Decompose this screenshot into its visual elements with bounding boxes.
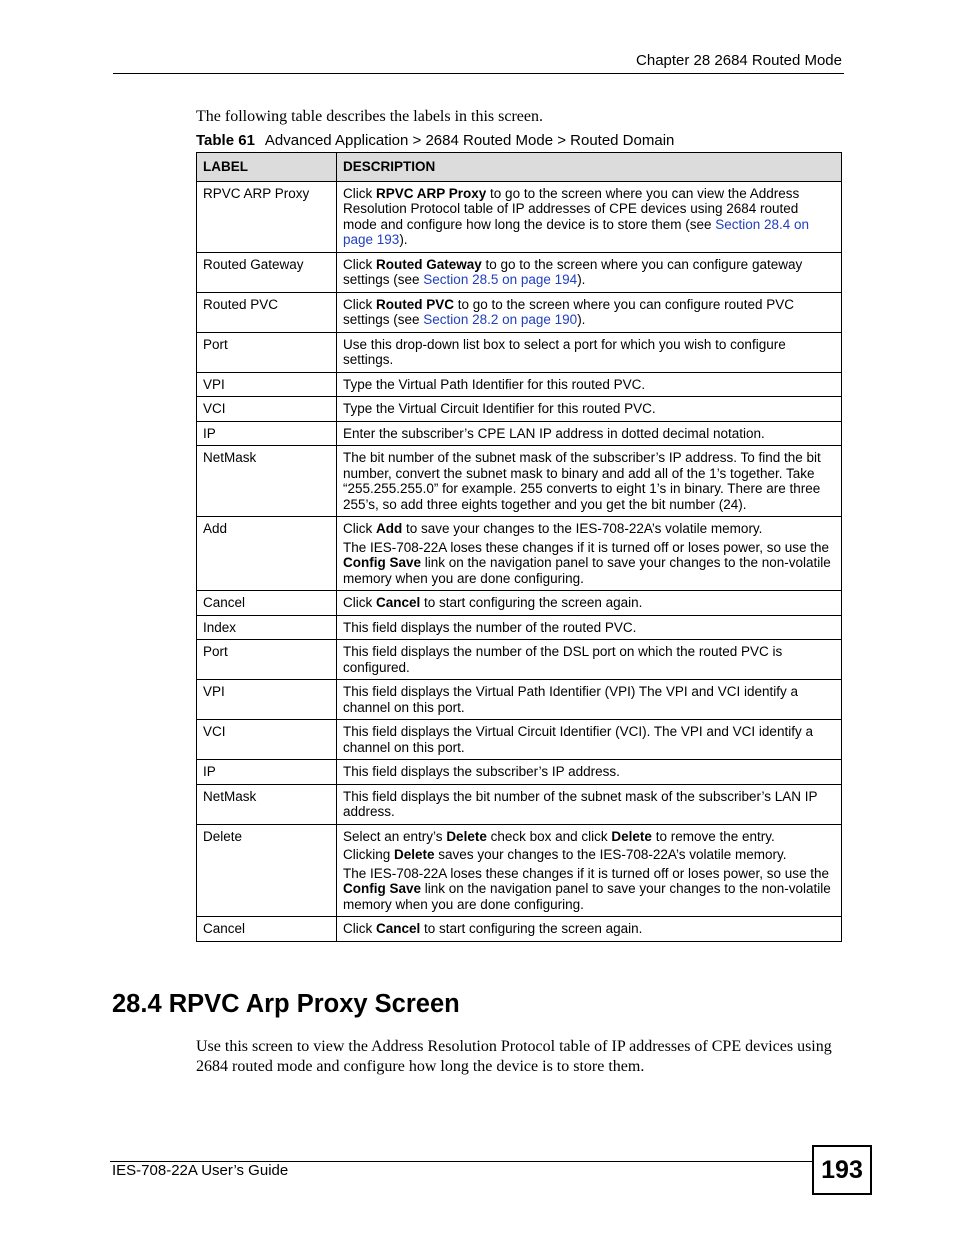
- description-text: link on the navigation panel to save your changes to the non-volatile memory when you are done configuring.: [343, 881, 831, 912]
- ui-term: Cancel: [376, 595, 421, 610]
- description-text: saves your changes to the IES-708-22A’s volatile memory.: [434, 847, 787, 862]
- description-paragraph: [343, 724, 835, 755]
- ui-term: Delete: [611, 828, 652, 844]
- table-caption-label: Table 61: [196, 132, 255, 149]
- description-paragraph: [343, 257, 835, 288]
- row-description: [337, 332, 842, 372]
- description-paragraph: [343, 620, 835, 636]
- row-label: VCI: [197, 720, 337, 760]
- label-description-table: [196, 152, 842, 942]
- row-description: [337, 421, 842, 446]
- description-text: This field displays the number of the routed PVC.: [343, 619, 637, 635]
- row-label: VCI: [197, 397, 337, 422]
- section-heading: 28.4 RPVC Arp Proxy Screen: [112, 990, 460, 1018]
- table-header-row: [197, 153, 842, 182]
- description-text: Type the Virtual Circuit Identifier for this routed PVC.: [343, 401, 656, 416]
- ui-term: RPVC ARP Proxy: [376, 185, 487, 201]
- description-text: ).: [399, 232, 408, 247]
- description-paragraph: [343, 684, 835, 715]
- row-description: [337, 517, 842, 591]
- row-description: [337, 181, 842, 252]
- description-paragraph: [343, 297, 835, 328]
- description-paragraph: [343, 426, 835, 442]
- page-number: 193: [812, 1145, 872, 1195]
- description-text: to start configuring the screen again.: [420, 595, 643, 610]
- table-row: [197, 421, 842, 446]
- row-description: [337, 784, 842, 824]
- row-label: NetMask: [197, 446, 337, 517]
- table-row: [197, 591, 842, 616]
- table-row: [197, 372, 842, 397]
- description-text: ).: [577, 272, 586, 287]
- row-label: Port: [197, 332, 337, 372]
- row-description: [337, 680, 842, 720]
- section-body: Use this screen to view the Address Resolution Protocol table of IP addresses of CPE devices using 2684 routed mode and configure how long the device is to store them.: [196, 1038, 832, 1075]
- description-paragraph: [343, 595, 835, 611]
- table-row: [197, 760, 842, 785]
- description-text: This field displays the number of the DSL port on which the routed PVC is configured.: [343, 644, 783, 675]
- description-text: This field displays the bit number of the subnet mask of the subscriber’s LAN IP address.: [343, 788, 818, 819]
- description-paragraph: [343, 450, 835, 512]
- row-label: Port: [197, 640, 337, 680]
- description-paragraph: [343, 789, 835, 820]
- description-paragraph: [343, 866, 835, 913]
- column-header-label: LABEL: [197, 153, 337, 182]
- row-description: [337, 720, 842, 760]
- row-label: Routed Gateway: [197, 252, 337, 292]
- row-label: Add: [197, 517, 337, 591]
- row-description: [337, 252, 842, 292]
- row-description: [337, 917, 842, 942]
- row-description: [337, 615, 842, 640]
- row-label: Cancel: [197, 917, 337, 942]
- description-text: This field displays the Virtual Circuit Identifier (VCI). The VPI and VCI identify a channel on this port.: [343, 724, 813, 755]
- row-description: [337, 591, 842, 616]
- table-row: [197, 517, 842, 591]
- cross-reference-link[interactable]: Section 28.2 on page 190: [423, 312, 578, 327]
- description-paragraph: [343, 921, 835, 937]
- row-label: RPVC ARP Proxy: [197, 181, 337, 252]
- description-text: Click: [343, 921, 376, 936]
- description-text: check box and click: [486, 828, 612, 844]
- description-text: Select an entry’s: [343, 828, 447, 844]
- description-text: Clicking: [343, 847, 395, 862]
- description-text: Type the Virtual Path Identifier for this routed PVC.: [343, 376, 646, 392]
- table-row: [197, 615, 842, 640]
- description-text: to remove the entry.: [651, 828, 775, 844]
- running-header: Chapter 28 2684 Routed Mode: [636, 52, 842, 69]
- description-text: Click: [343, 256, 376, 272]
- description-paragraph: [343, 644, 835, 675]
- row-label: IP: [197, 760, 337, 785]
- description-text: to start configuring the screen again.: [420, 921, 643, 936]
- description-paragraph: [343, 401, 835, 417]
- ui-term: Delete: [446, 828, 487, 844]
- row-label: Routed PVC: [197, 292, 337, 332]
- table-row: [197, 640, 842, 680]
- ui-term: Cancel: [376, 921, 421, 936]
- ui-term: Config Save: [343, 555, 422, 570]
- description-paragraph: [343, 847, 835, 863]
- description-text: Click: [343, 595, 376, 610]
- row-description: [337, 760, 842, 785]
- row-description: [337, 446, 842, 517]
- row-description: [337, 640, 842, 680]
- description-text: This field displays the Virtual Path Identifier (VPI) The VPI and VCI identify a channel on this port.: [343, 684, 798, 715]
- description-text: to go to the screen where you can configure routed PVC settings (see: [343, 296, 794, 327]
- header-rule: [113, 73, 844, 74]
- table-row: [197, 720, 842, 760]
- description-text: to go to the screen where you can configure gateway settings (see: [343, 256, 803, 287]
- row-label: VPI: [197, 372, 337, 397]
- description-paragraph: [343, 337, 835, 368]
- footer-guide-title: IES-708-22A User’s Guide: [112, 1162, 289, 1179]
- description-text: Click: [343, 296, 376, 312]
- description-paragraph: [343, 829, 835, 845]
- ui-term: Routed PVC: [376, 296, 455, 312]
- row-description: [337, 397, 842, 422]
- description-text: to save your changes to the IES-708-22A’s volatile memory.: [402, 521, 763, 536]
- table-row: [197, 784, 842, 824]
- description-text: Click: [343, 521, 376, 536]
- cross-reference-link[interactable]: Section 28.5 on page 194: [423, 272, 578, 287]
- description-text: The IES-708-22A loses these changes if it is turned off or loses power, so use the: [343, 539, 830, 555]
- row-label: VPI: [197, 680, 337, 720]
- column-header-description: DESCRIPTION: [337, 153, 842, 182]
- description-text: to go to the screen where you can view the Address Resolution Protocol table of IP addresses of CPE devices using 2684 routed mode and configure how long the device is to store them (see: [343, 185, 800, 232]
- table-row: [197, 292, 842, 332]
- description-text: ).: [577, 312, 586, 327]
- table-row: [197, 397, 842, 422]
- description-paragraph: [343, 521, 835, 537]
- description-text: The bit number of the subnet mask of the subscriber’s IP address. To find the bit number, convert the subnet mask to binary and add all of the 1’s together. Take “255.255.255.0” for example. 255 converts to eight 1’s in binary. There are three 255’s, so add three eights together and you get the bit number (24).: [343, 450, 821, 512]
- table-row: [197, 252, 842, 292]
- description-text: link on the navigation panel to save your changes to the non-volatile memory when you are done configuring.: [343, 555, 831, 586]
- table-row: [197, 181, 842, 252]
- ui-term: Config Save: [343, 881, 422, 896]
- description-text: This field displays the subscriber’s IP address.: [343, 764, 620, 779]
- table-caption-text: Advanced Application > 2684 Routed Mode > Routed Domain: [264, 132, 675, 149]
- row-description: [337, 824, 842, 917]
- row-label: IP: [197, 421, 337, 446]
- description-paragraph: [343, 186, 835, 248]
- description-paragraph: [343, 377, 835, 393]
- table-caption: [196, 132, 674, 149]
- description-text: The IES-708-22A loses these changes if it is turned off or loses power, so use the: [343, 865, 830, 881]
- row-label: Delete: [197, 824, 337, 917]
- description-text: Enter the subscriber’s CPE LAN IP address in dotted decimal notation.: [343, 425, 765, 441]
- cross-reference-link[interactable]: Section 28.4 on page 193: [343, 216, 810, 247]
- description-text: Use this drop-down list box to select a port for which you wish to configure settings.: [343, 336, 786, 367]
- intro-text: The following table describes the labels in this screen.: [196, 108, 544, 125]
- row-label: Cancel: [197, 591, 337, 616]
- ui-term: Add: [376, 521, 403, 536]
- row-label: Index: [197, 615, 337, 640]
- description-text: Click: [343, 185, 376, 201]
- table-row: [197, 824, 842, 917]
- row-description: [337, 372, 842, 397]
- description-paragraph: [343, 540, 835, 587]
- ui-term: Delete: [394, 847, 435, 862]
- table-row: [197, 917, 842, 942]
- row-label: NetMask: [197, 784, 337, 824]
- ui-term: Routed Gateway: [376, 256, 482, 272]
- table-body: [197, 181, 842, 941]
- row-description: [337, 292, 842, 332]
- table-row: [197, 332, 842, 372]
- description-paragraph: [343, 764, 835, 780]
- table-row: [197, 680, 842, 720]
- table-row: [197, 446, 842, 517]
